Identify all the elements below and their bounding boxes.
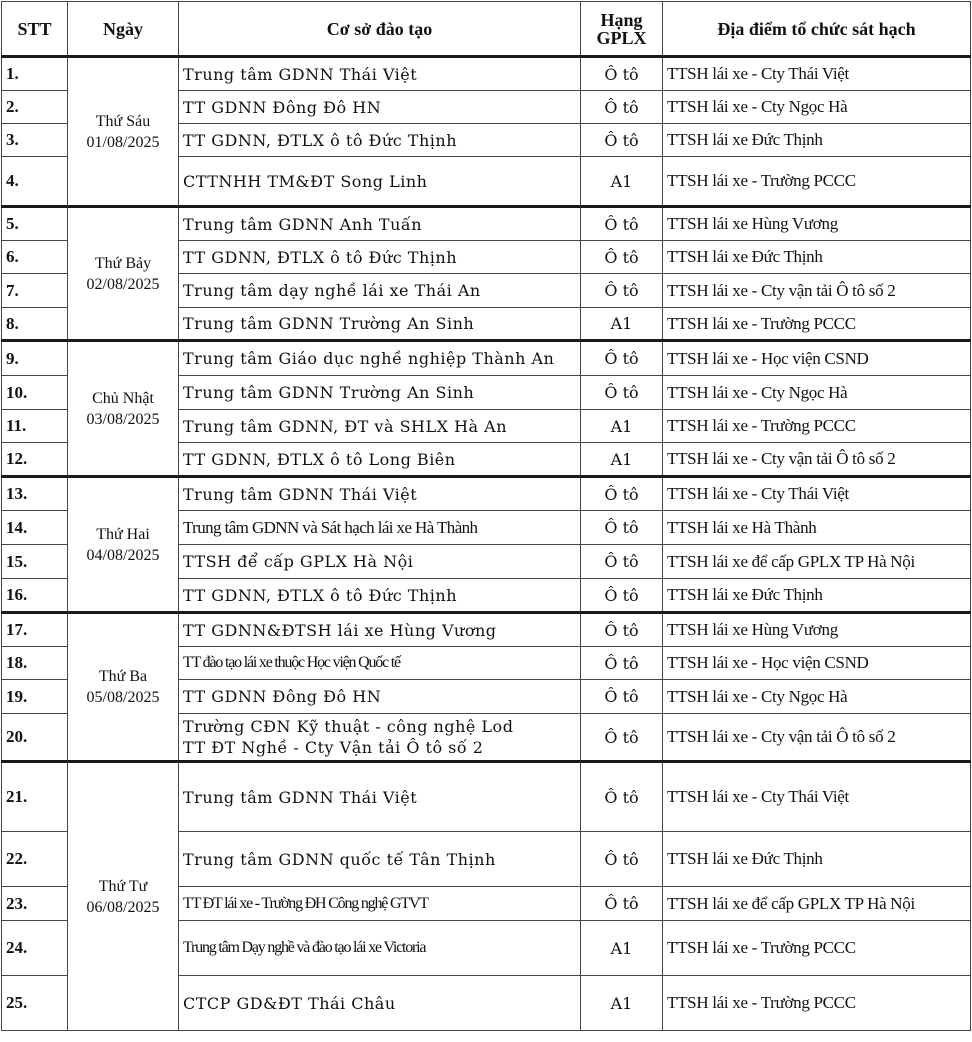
day-date: 01/08/2025 — [86, 133, 160, 151]
license-class: Ô tô — [581, 341, 663, 376]
row-stt: 2. — [2, 91, 68, 124]
row-stt: 14. — [2, 511, 68, 545]
row-stt: 20. — [2, 714, 68, 762]
day-date: 06/08/2025 — [86, 898, 160, 916]
row-stt: 25. — [2, 976, 68, 1031]
day-cell — [68, 477, 179, 613]
day-cell — [68, 613, 179, 762]
row-stt: 11. — [2, 410, 68, 443]
training-center: TTSH để cấp GPLX Hà Nội — [179, 545, 581, 579]
license-class: Ô tô — [581, 207, 663, 241]
day-name: Thứ Ba — [98, 668, 148, 685]
exam-location: TTSH lái xe - Cty Ngọc Hà — [663, 91, 971, 124]
training-center-line1: Trường CĐN Kỹ thuật - công nghệ Lod — [183, 717, 514, 736]
exam-location: TTSH lái xe - Học viện CSND — [663, 647, 971, 680]
license-class: Ô tô — [581, 647, 663, 680]
table-row — [2, 57, 971, 91]
training-center: Trung tâm GDNN, ĐT và SHLX Hà An — [179, 410, 581, 443]
exam-location: TTSH lái xe - Trường PCCC — [663, 976, 971, 1031]
row-stt: 15. — [2, 545, 68, 579]
exam-location: TTSH lái xe - Trường PCCC — [663, 410, 971, 443]
header-hang-line2: GPLX — [596, 27, 647, 48]
row-stt: 9. — [2, 341, 68, 376]
header-co-so: Cơ sở đào tạo — [179, 2, 581, 57]
license-class: A1 — [581, 410, 663, 443]
exam-location: TTSH lái xe - Cty vận tải Ô tô số 2 — [663, 274, 971, 308]
day-name: Thứ Hai — [96, 525, 150, 543]
row-stt: 22. — [2, 832, 68, 887]
day-name: Thứ Bảy — [94, 254, 152, 272]
training-center: Trung tâm Dạy nghề và đào tạo lái xe Victoria — [179, 921, 581, 976]
training-center: CTTNHH TM&ĐT Song Linh — [179, 157, 581, 207]
training-center — [179, 714, 581, 762]
license-class: Ô tô — [581, 274, 663, 308]
day-date: 05/08/2025 — [86, 689, 160, 706]
license-class: Ô tô — [581, 762, 663, 832]
row-stt: 19. — [2, 680, 68, 714]
day-cell — [68, 57, 179, 207]
row-stt: 6. — [2, 241, 68, 274]
row-stt: 3. — [2, 124, 68, 157]
exam-location: TTSH lái xe để cấp GPLX TP Hà Nội — [663, 545, 971, 579]
training-center: TT GDNN, ĐTLX ô tô Đức Thịnh — [179, 241, 581, 274]
license-class: A1 — [581, 976, 663, 1031]
license-class: Ô tô — [581, 241, 663, 274]
table-header — [2, 2, 971, 57]
row-stt: 10. — [2, 376, 68, 410]
day-name: Thứ Tư — [98, 877, 148, 895]
header-ngay: Ngày — [68, 2, 179, 57]
training-center: Trung tâm GDNN và Sát hạch lái xe Hà Thành — [179, 511, 581, 545]
header-stt: STT — [2, 2, 68, 57]
training-center: TT GDNN Đông Đô HN — [179, 91, 581, 124]
license-class: Ô tô — [581, 477, 663, 511]
day-name: Chủ Nhật — [92, 389, 154, 407]
exam-location: TTSH lái xe Đức Thịnh — [663, 579, 971, 613]
exam-location: TTSH lái xe - Cty vận tải Ô tô số 2 — [663, 443, 971, 477]
day-cell — [68, 762, 179, 1031]
row-stt: 17. — [2, 613, 68, 647]
license-class: A1 — [581, 308, 663, 341]
license-class: Ô tô — [581, 714, 663, 762]
license-class: Ô tô — [581, 376, 663, 410]
table-row — [2, 341, 971, 376]
training-center: CTCP GD&ĐT Thái Châu — [179, 976, 581, 1031]
exam-location: TTSH lái xe - Cty vận tải Ô tô số 2 — [663, 714, 971, 762]
training-center: TT đào tạo lái xe thuộc Học viện Quốc tế — [179, 647, 581, 680]
exam-location: TTSH lái xe Đức Thịnh — [663, 241, 971, 274]
exam-location: TTSH lái xe - Cty Ngọc Hà — [663, 680, 971, 714]
training-center: Trung tâm GDNN Trường An Sinh — [179, 376, 581, 410]
day-date: 02/08/2025 — [86, 275, 160, 293]
license-class: Ô tô — [581, 680, 663, 714]
training-center: Trung tâm GDNN Thái Việt — [179, 762, 581, 832]
exam-location: TTSH lái xe Hùng Vương — [663, 207, 971, 241]
license-class: Ô tô — [581, 57, 663, 91]
table-body — [2, 57, 971, 1031]
exam-location: TTSH lái xe - Cty Thái Việt — [663, 762, 971, 832]
training-center: TT GDNN, ĐTLX ô tô Đức Thịnh — [179, 124, 581, 157]
training-center: Trung tâm dạy nghề lái xe Thái An — [179, 274, 581, 308]
day-date: 03/08/2025 — [86, 410, 160, 428]
row-stt: 18. — [2, 647, 68, 680]
training-center: TT GDNN&ĐTSH lái xe Hùng Vương — [179, 613, 581, 647]
training-center: TT ĐT lái xe - Trường ĐH Công nghệ GTVT — [179, 887, 581, 921]
exam-location: TTSH lái xe - Trường PCCC — [663, 157, 971, 207]
exam-location: TTSH lái xe - Trường PCCC — [663, 921, 971, 976]
day-cell — [68, 341, 179, 477]
header-dia-diem: Địa điểm tổ chức sát hạch — [663, 2, 971, 57]
row-stt: 24. — [2, 921, 68, 976]
row-stt: 16. — [2, 579, 68, 613]
row-stt: 12. — [2, 443, 68, 477]
license-class: Ô tô — [581, 832, 663, 887]
license-class: Ô tô — [581, 545, 663, 579]
training-center: Trung tâm GDNN Thái Việt — [179, 57, 581, 91]
training-center: TT GDNN Đông Đô HN — [179, 680, 581, 714]
exam-location: TTSH lái xe - Học viện CSND — [663, 341, 971, 376]
training-center-line2: TT ĐT Nghề - Cty Vận tải Ô tô số 2 — [183, 738, 484, 757]
day-cell — [68, 207, 179, 341]
header-hang-line1: Hạng — [600, 9, 643, 30]
exam-location: TTSH lái xe - Cty Thái Việt — [663, 57, 971, 91]
training-center: TT GDNN, ĐTLX ô tô Long Biên — [179, 443, 581, 477]
training-center: Trung tâm Giáo dục nghề nghiệp Thành An — [179, 341, 581, 376]
training-center: Trung tâm GDNN quốc tế Tân Thịnh — [179, 832, 581, 887]
table-row — [2, 477, 971, 511]
license-class: Ô tô — [581, 613, 663, 647]
license-class: Ô tô — [581, 91, 663, 124]
exam-location: TTSH lái xe - Cty Ngọc Hà — [663, 376, 971, 410]
exam-schedule-table — [1, 1, 971, 1031]
exam-location: TTSH lái xe - Trường PCCC — [663, 308, 971, 341]
training-center: Trung tâm GDNN Trường An Sinh — [179, 308, 581, 341]
table-row — [2, 613, 971, 647]
exam-location: TTSH lái xe để cấp GPLX TP Hà Nội — [663, 887, 971, 921]
table-row — [2, 207, 971, 241]
header-row — [2, 2, 971, 57]
row-stt: 21. — [2, 762, 68, 832]
license-class: Ô tô — [581, 579, 663, 613]
row-stt: 23. — [2, 887, 68, 921]
table-row — [2, 762, 971, 832]
row-stt: 13. — [2, 477, 68, 511]
exam-location: TTSH lái xe Đức Thịnh — [663, 124, 971, 157]
license-class: Ô tô — [581, 124, 663, 157]
training-center: Trung tâm GDNN Anh Tuấn — [179, 207, 581, 241]
row-stt: 1. — [2, 57, 68, 91]
exam-location: TTSH lái xe Hùng Vương — [663, 613, 971, 647]
day-date: 04/08/2025 — [86, 546, 160, 564]
row-stt: 4. — [2, 157, 68, 207]
exam-location: TTSH lái xe - Cty Thái Việt — [663, 477, 971, 511]
exam-location: TTSH lái xe Hà Thành — [663, 511, 971, 545]
row-stt: 8. — [2, 308, 68, 341]
license-class: Ô tô — [581, 887, 663, 921]
exam-location: TTSH lái xe Đức Thịnh — [663, 832, 971, 887]
row-stt: 5. — [2, 207, 68, 241]
header-hang-gplx — [581, 2, 663, 57]
license-class: A1 — [581, 443, 663, 477]
day-name: Thứ Sáu — [95, 112, 151, 130]
license-class: Ô tô — [581, 511, 663, 545]
license-class: A1 — [581, 921, 663, 976]
license-class: A1 — [581, 157, 663, 207]
training-center: TT GDNN, ĐTLX ô tô Đức Thịnh — [179, 579, 581, 613]
training-center: Trung tâm GDNN Thái Việt — [179, 477, 581, 511]
row-stt: 7. — [2, 274, 68, 308]
